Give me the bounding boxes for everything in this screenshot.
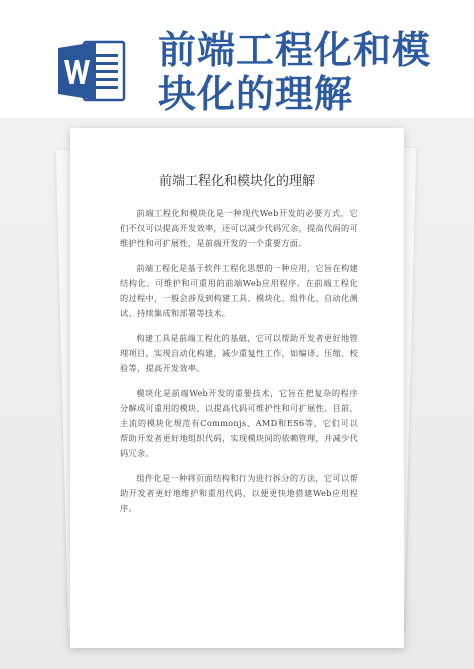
paragraph-3: 构建工具是前端工程化的基础，它可以帮助开发者更好地管理项目，实现自动化构建，减少重复性工作，如编译、压缩、校验等，提高开发效率。 (120, 333, 358, 373)
paragraph-4: 模块化是前端Web开发的重要技术，它旨在把复杂的程序分解成可重用的模块，以提高代码可维护性和可扩展性。目前，主流的模块化规范有Commonjs、AMD和ES6等，它们可以帮助开发者更好地组织代码，实现模块间的依赖管理，并减少代码冗余。 (120, 388, 358, 458)
word-document-icon (58, 38, 126, 104)
paragraph-2: 前端工程化是基于软件工程化思想的一种应用，它旨在构建结构化、可维护和可重用的前端Web应用程序。在前端工程化的过程中，一般会涉及到构建工具、模块化、组件化、自动化测试、持续集成和部署等技术。 (120, 263, 358, 318)
paragraph-5: 组件化是一种将页面结构和行为进行拆分的方法，它可以帮助开发者更好地维护和重用代码，以便更快地搭建Web应用程序。 (120, 473, 358, 513)
paragraph-1: 前端工程化和模块化是一种现代Web开发的必要方式，它们不仅可以提高开发效率，还可以减少代码冗余，提高代码的可维护性和可扩展性，是前端开发的一个重要方面。 (120, 208, 358, 248)
document-title: 前端工程化和模块化的理解 (158, 174, 315, 189)
document-body (120, 206, 358, 526)
document-page (70, 128, 404, 648)
page-header (0, 0, 474, 118)
page-title: 前端工程化和模块化的理解 (158, 28, 432, 116)
